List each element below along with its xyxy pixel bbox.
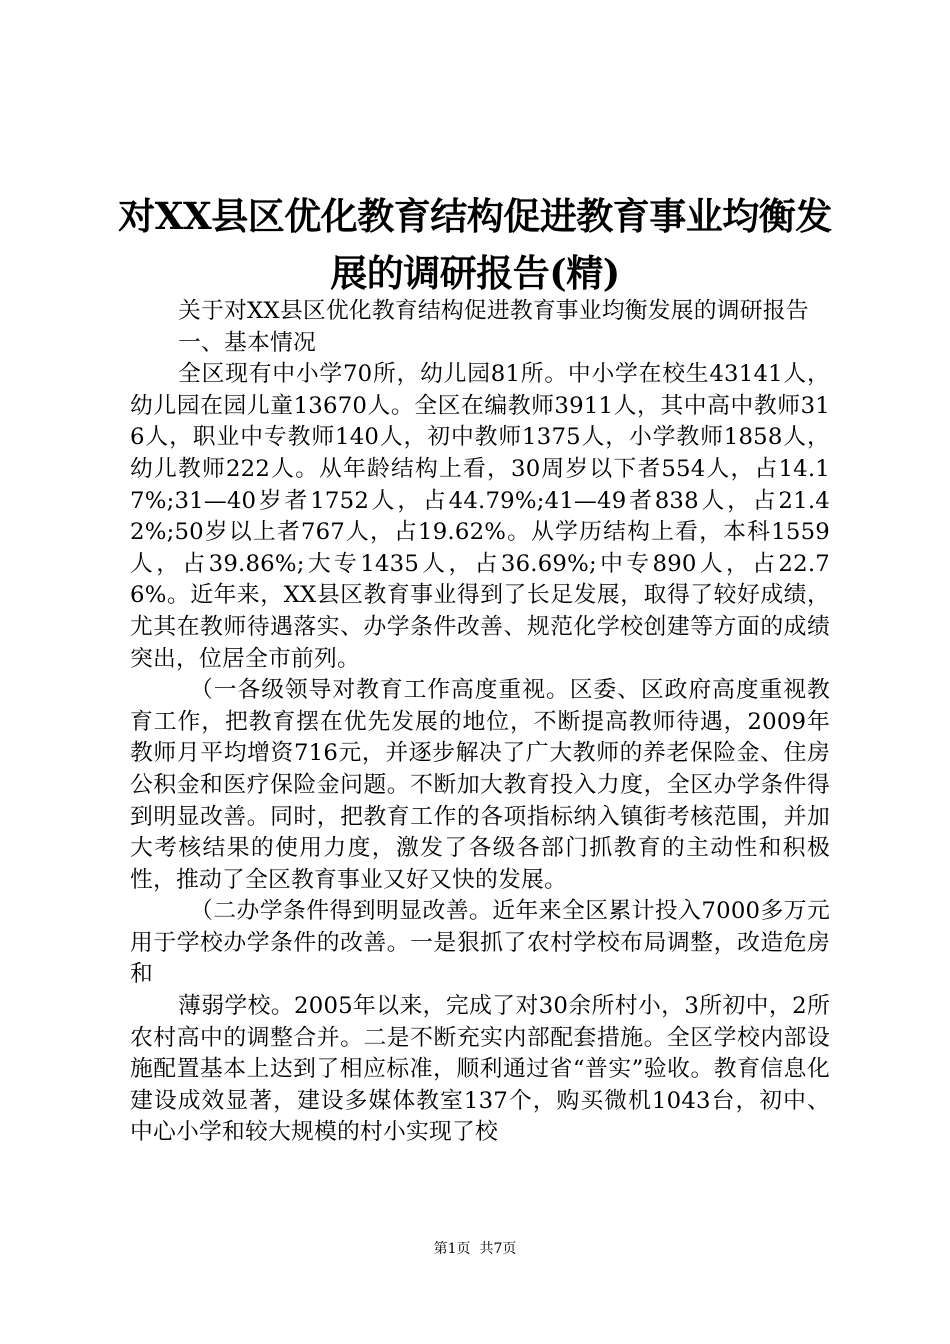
- document-title-line-1: 对XX县区优化教育结构促进教育事业均衡发: [118, 194, 832, 238]
- section-heading-basic-situation: 一、基本情况: [178, 329, 316, 356]
- page-number-footer: 第1页 共7页: [433, 1241, 517, 1257]
- paragraph-overview: 全区现有中小学70所，幼儿园81所。中小学在校生43141人，幼儿园在园儿童13670人。全区在编教师3911人，其中高中教师316人，职业中专教师140人，初中教师1375人，小学教师1858人，幼儿教师222人。从年龄结构上看，30周岁以下者554人，占14.17%;31—40岁者1752人，占44.79%;41—49者838人，占21.42%;50岁以上者767人，占19.62%。从学历结构上看，本科1559人，占39.86%;大专1435人，占36.69%;中专890人，占22.76%。近年来，XX县区教育事业得到了长足发展，取得了较好成绩，尤其在教师待遇落实、办学条件改善、规范化学校创建等方面的成绩突出，位居全市前列。: [130, 361, 830, 672]
- document-body: [130, 296, 830, 1149]
- paragraph-leadership: （一各级领导对教育工作高度重视。区委、区政府高度重视教育工作，把教育摆在优先发展的地位，不断提高教师待遇，2009年教师月平均增资716元，并逐步解决了广大教师的养老保险金、住房公积金和医疗保险金问题。不断加大教育投入力度，全区办学条件得到明显改善。同时，把教育工作的各项指标纳入镇街考核范围，并加大考核结果的使用力度，激发了各级各部门抓教育的主动性和积极性，推动了全区教育事业又好又快的发展。: [130, 677, 830, 893]
- paragraph-report-title: 关于对XX县区优化教育结构促进教育事业均衡发展的调研报告: [178, 298, 809, 324]
- paragraph-conditions: （二办学条件得到明显改善。近年来全区累计投入7000多万元用于学校办学条件的改善。一是狠抓了农村学校布局调整，改造危房和: [130, 898, 830, 988]
- paragraph-weak-schools: 薄弱学校。2005年以来，完成了对30余所村小，3所初中，2所农村高中的调整合并。二是不断充实内部配套措施。全区学校内部设施配置基本上达到了相应标准，顺利通过省“普实”验收。教育信息化建设成效显著，建设多媒体教室137个，购买微机1043台，初中、中心小学和较大规模的村小实现了校: [130, 993, 830, 1146]
- document-title-line-2: 展的调研报告(精): [330, 251, 620, 295]
